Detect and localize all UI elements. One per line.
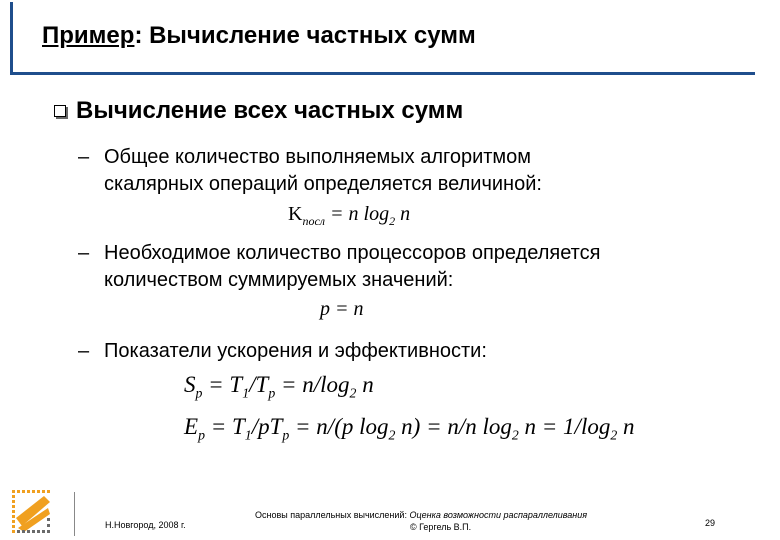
title-rest: : Вычисление частных сумм — [134, 22, 476, 49]
slide-title — [42, 22, 476, 50]
footer-location: Н.Новгород, 2008 г. — [105, 520, 186, 530]
list-item-line: скалярных операций определяется величиной: — [104, 173, 542, 195]
dash-marker: – — [78, 146, 90, 168]
list-item-line: Необходимое количество процессоров определяется — [104, 242, 601, 264]
list-item-line: Общее количество выполняемых алгоритмом — [104, 146, 532, 168]
formula-efficiency: $E_p = T_1/pT_p = n/(p$ $\log_2 n) = n/n$ $\log_2 n = 1/\log_2$ n — [184, 414, 635, 443]
dash-marker: – — [78, 242, 90, 264]
footer-course: Основы параллельных вычислений: Оценка возможности распараллеливания — [255, 510, 588, 520]
university-logo-icon — [10, 488, 52, 536]
main-bullet: Вычисление всех частных сумм — [76, 97, 464, 124]
list-item-line: Показатели ускорения и эффективности: — [104, 340, 487, 362]
formula-p-eq: p = n — [320, 298, 364, 320]
footer-divider — [74, 492, 75, 536]
title-prefix: Пример — [42, 22, 135, 49]
dash-marker: – — [78, 340, 90, 362]
footer-author: © Гергель В.П. — [410, 522, 472, 532]
formula-speedup: $S_p = T_1/T_p = n/\log_2$ n — [184, 372, 374, 401]
page-number: 29 — [705, 518, 716, 528]
formula-k-post: $K_{посл} = n$ $\log_2 n$ — [288, 203, 411, 228]
checkbox-bullet-icon — [54, 105, 66, 117]
list-item-line: количеством суммируемых значений: — [104, 269, 454, 291]
